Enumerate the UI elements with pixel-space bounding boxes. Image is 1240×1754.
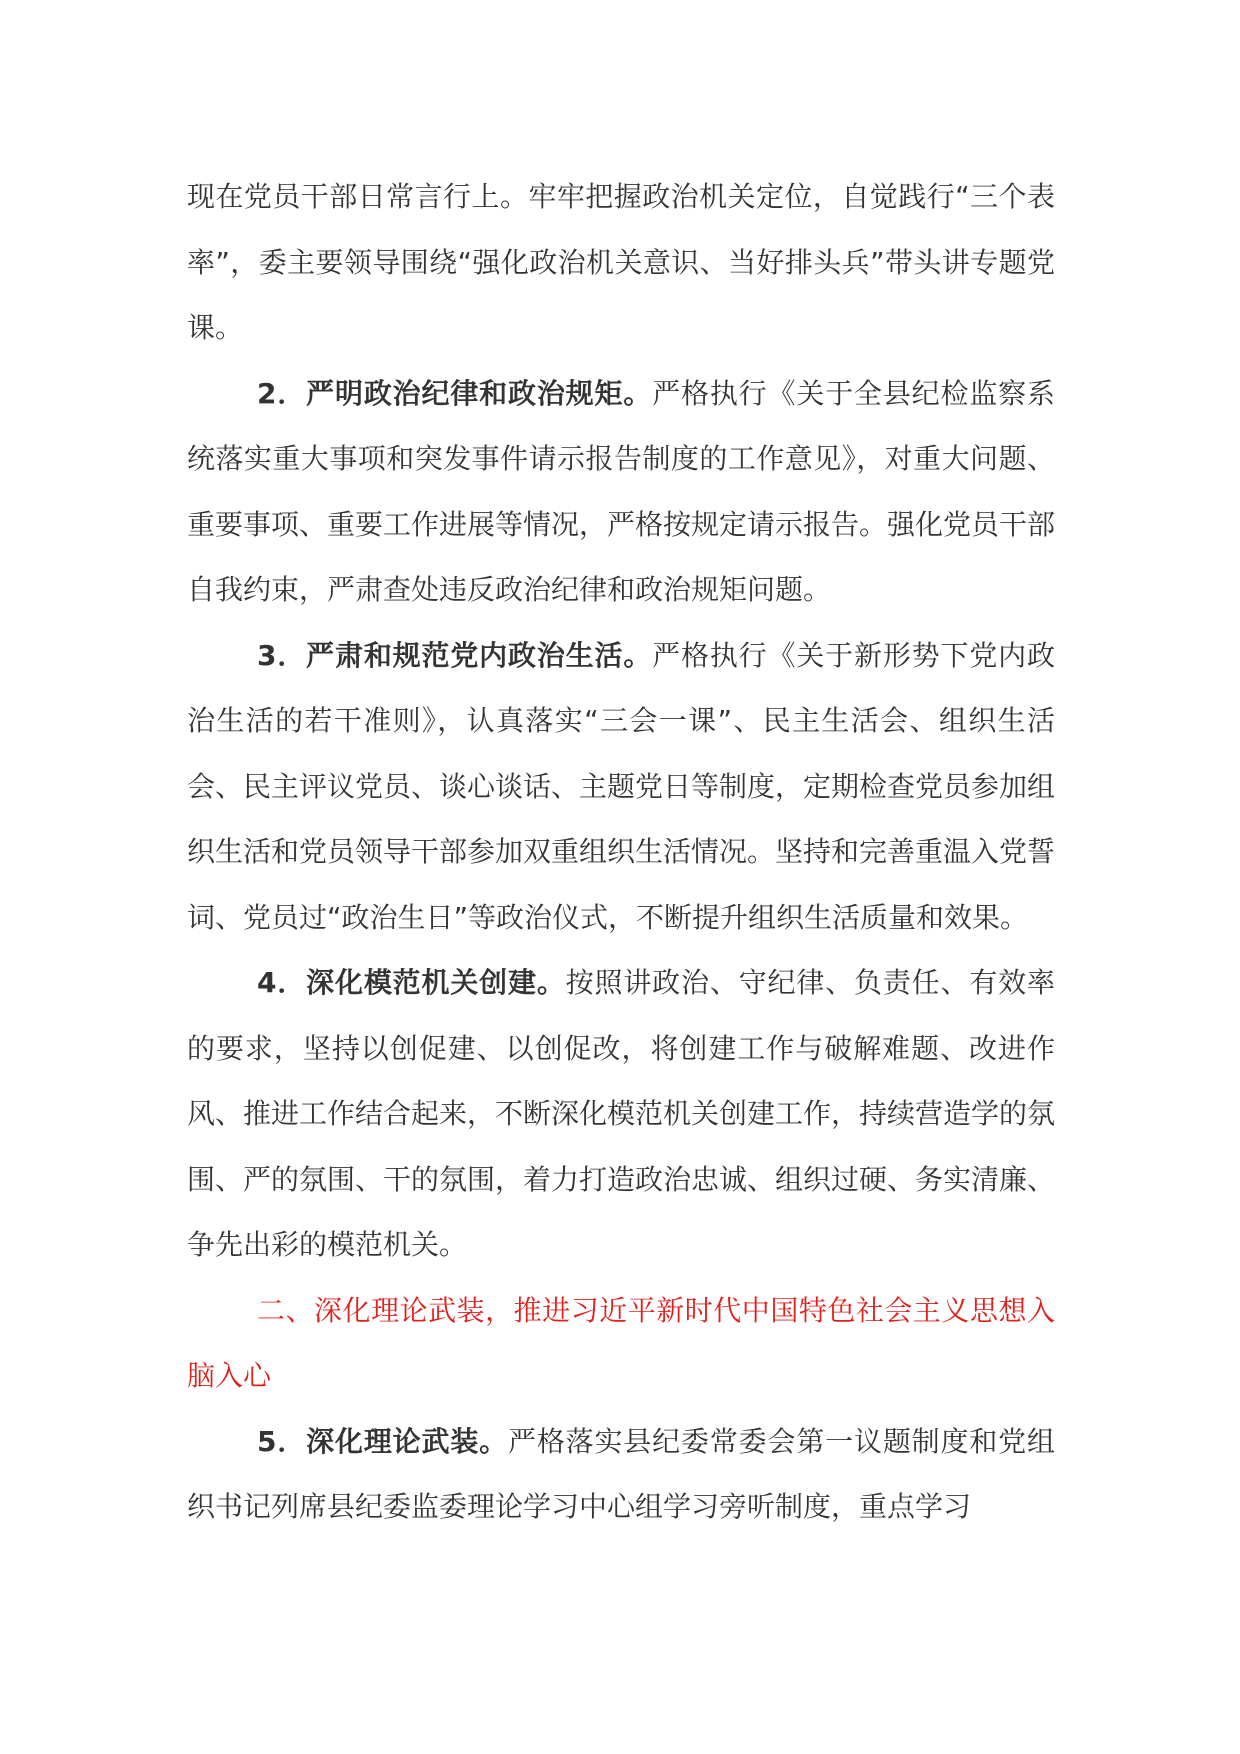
paragraph-lead-heading: 5．深化理论武装。: [257, 1424, 508, 1458]
paragraph-text: 严格执行《关于新形势下党内政治生活的若干准则》，认真落实“三会一课”、民主生活会、组织生活会、民主评议党员、谈心谈话、主题党日等制度，定期检查党员参加组织生活和党员领导干部参加双重组织生活情况。坚持和完善重温入党誓词、党员过“政治生日”等政治仪式，不断提升组织生活质量和效果。: [187, 638, 1056, 934]
paragraph-lead-heading: 3．严肃和规范党内政治生活。: [257, 638, 653, 672]
paragraph-continuation: [187, 164, 1055, 361]
paragraph-item-5: [187, 1409, 1055, 1540]
paragraph-lead-heading: 4．深化模范机关创建。: [257, 966, 566, 999]
paragraph-text: 现在党员干部日常言行上。牢牢把握政治机关定位，自觉践行“三个表率”，委主要领导围绕“强化政治机关意识、当好排头兵”带头讲专题党课。: [187, 180, 1055, 344]
paragraph-item-3: [187, 623, 1055, 951]
paragraph-text: 严格执行《关于全县纪检监察系统落实重大事项和突发事件请示报告制度的工作意见》，对重大问题、重要事项、重要工作进展等情况，严格按规定请示报告。强化党员干部自我约束，严肃查处违反政治纪律和政治规矩问题。: [187, 376, 1056, 606]
paragraph-item-2: [187, 361, 1055, 623]
section-heading: 二、深化理论武装，推进习近平新时代中国特色社会主义思想入脑入心: [187, 1293, 1055, 1392]
paragraph-text: 按照讲政治、守纪律、负责任、有效率的要求，坚持以创促建、以创促改，将创建工作与破解难题、改进作风、推进工作结合起来，不断深化模范机关创建工作，持续营造学的氛围、严的氛围、干的氛围，着力打造政治忠诚、组织过硬、务实清廉、争先出彩的模范机关。: [187, 966, 1056, 1261]
paragraph-lead-heading: 2．严明政治纪律和政治规矩。: [257, 376, 653, 410]
document-body: [187, 164, 1055, 1540]
paragraph-item-4: [187, 950, 1055, 1278]
paragraph-text: 严格落实县纪委常委会第一议题制度和党组织书记列席县纪委监委理论学习中心组学习旁听制度，重点学习: [187, 1424, 1055, 1523]
